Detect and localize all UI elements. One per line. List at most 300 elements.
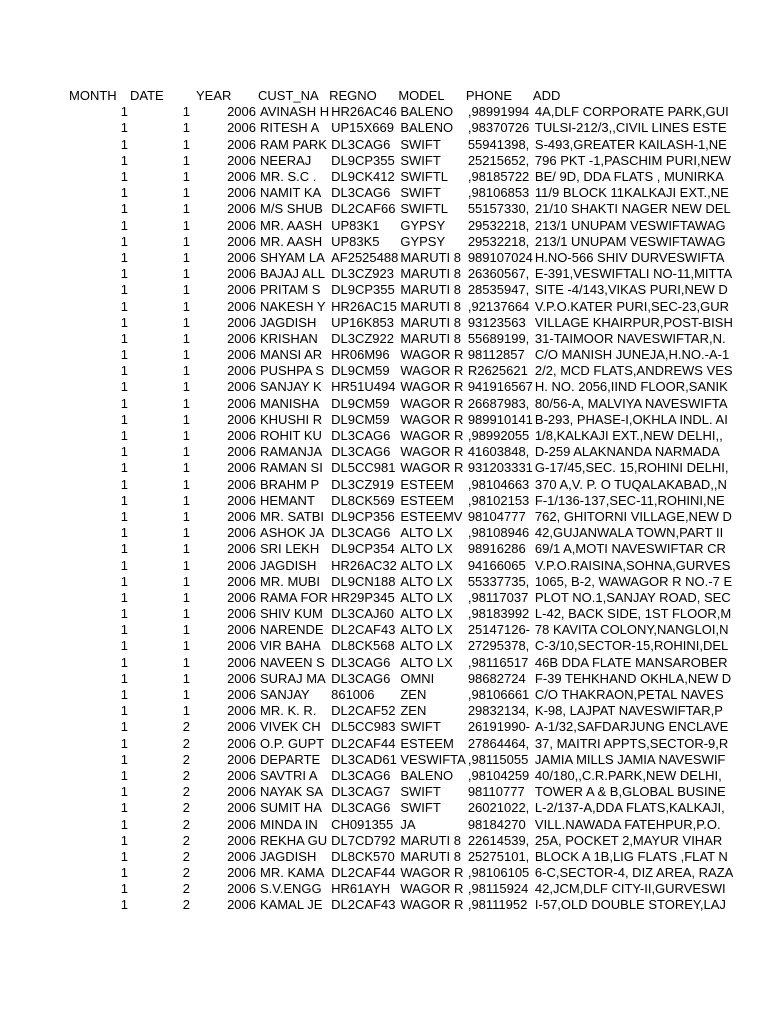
table-row (0, 800, 733, 816)
cell-year: 2006 (227, 330, 256, 346)
cell-model: MARUTI 8 (400, 330, 462, 346)
cell-model: MARUTI 8 (400, 249, 462, 265)
cell-year: 2006 (227, 865, 256, 881)
cell-month: 1 (120, 395, 128, 411)
table-row (0, 687, 733, 703)
cell-cust-name: JAGDISH (260, 557, 317, 573)
cell-date: 1 (182, 606, 190, 622)
cell-cust-name: SHIV KUM (260, 606, 323, 622)
cell-cust-name: JAGDISH (260, 848, 317, 864)
cell-model: MARUTI 8 (400, 848, 462, 864)
cell-month: 1 (120, 832, 128, 848)
cell-date: 1 (182, 282, 190, 298)
cell-address: 42,GUJANWALA TOWN,PART II (534, 525, 724, 541)
cell-model: WAGOR R (400, 395, 464, 411)
cell-phone: 41603848, (467, 444, 530, 460)
cell-regno: UP83K1 (331, 217, 380, 233)
cell-date: 2 (182, 735, 190, 751)
cell-year: 2006 (227, 800, 256, 816)
cell-phone: ,98102153 (467, 492, 530, 508)
cell-cust-name: BRAHM P (260, 476, 320, 492)
cell-address: TULSI-212/3,,CIVIL LINES ESTE (534, 120, 727, 136)
table-row (0, 493, 733, 509)
cell-month: 1 (120, 881, 128, 897)
cell-year: 2006 (227, 363, 256, 379)
cell-year: 2006 (227, 525, 256, 541)
cell-address: 1065, B-2, WAWAGOR R NO.-7 E (534, 573, 733, 589)
cell-phone: 29532218, (467, 233, 530, 249)
cell-month: 1 (120, 314, 128, 330)
cell-phone: R2625621 (467, 363, 528, 379)
cell-address: F-39 TEHKHAND OKHLA,NEW D (534, 670, 732, 686)
cell-month: 1 (120, 784, 128, 800)
table-row (0, 509, 733, 525)
cell-month: 1 (120, 444, 128, 460)
cell-cust-name: KRISHAN (260, 330, 318, 346)
cell-regno: HR29P345 (331, 589, 395, 605)
table-row (0, 104, 733, 120)
cell-regno: DL3CAG6 (331, 670, 391, 686)
header-phone: PHONE (465, 88, 513, 104)
cell-phone: ,98185722 (467, 169, 530, 185)
cell-year: 2006 (227, 428, 256, 444)
cell-phone: 55337735, (467, 573, 530, 589)
cell-regno: HR51U494 (331, 379, 396, 395)
cell-month: 1 (120, 816, 128, 832)
cell-phone: ,98108946 (467, 525, 530, 541)
cell-regno: 861006 (331, 687, 375, 703)
cell-date: 1 (182, 638, 190, 654)
cell-model: ALTO LX (400, 541, 453, 557)
cell-month: 1 (120, 557, 128, 573)
cell-address: 80/56-A, MALVIYA NAVESWIFTA (534, 395, 728, 411)
cell-date: 1 (182, 120, 190, 136)
table-row (0, 638, 733, 654)
table-row (0, 477, 733, 493)
table-row (0, 525, 733, 541)
cell-regno: DL2CAF43 (331, 622, 396, 638)
cell-year: 2006 (227, 881, 256, 897)
cell-month: 1 (120, 670, 128, 686)
cell-cust-name: SANJAY (260, 687, 310, 703)
table-row (0, 703, 733, 719)
table-row (0, 849, 733, 865)
cell-regno: DL2CAF44 (331, 735, 396, 751)
cell-regno: DL3CAG7 (331, 784, 391, 800)
cell-model: ALTO LX (400, 622, 453, 638)
cell-address: H.NO-566 SHIV DURVESWIFTA (534, 249, 725, 265)
cell-year: 2006 (227, 104, 256, 120)
table-row (0, 881, 733, 897)
cell-date: 2 (182, 800, 190, 816)
header-model: MODEL (398, 88, 445, 104)
cell-cust-name: NAYAK SA (260, 784, 324, 800)
cell-month: 1 (120, 363, 128, 379)
cell-date: 1 (182, 411, 190, 427)
cell-address: 213/1 UNUPAM VESWIFTAWAG (534, 217, 726, 233)
cell-date: 1 (182, 395, 190, 411)
cell-address: 42,JCM,DLF CITY-II,GURVESWI (534, 881, 726, 897)
cell-model: WAGOR R (400, 379, 464, 395)
cell-year: 2006 (227, 136, 256, 152)
cell-year: 2006 (227, 201, 256, 217)
cell-date: 1 (182, 687, 190, 703)
cell-year: 2006 (227, 508, 256, 524)
cell-month: 1 (120, 120, 128, 136)
table-row (0, 120, 733, 136)
cell-cust-name: MR. AASH (260, 217, 323, 233)
cell-model: SWIFT (400, 152, 441, 168)
cell-model: MARUTI 8 (400, 266, 462, 282)
table-row (0, 412, 733, 428)
cell-address: G-17/45,SEC. 15,ROHINI DELHI, (534, 460, 729, 476)
cell-address: 6-C,SECTOR-4, DIZ AREA, RAZA (534, 865, 734, 881)
cell-address: VILLAGE KHAIRPUR,POST-BISH (534, 314, 733, 330)
table-row (0, 266, 733, 282)
cell-phone: ,98183992 (467, 606, 530, 622)
cell-regno: HR06M96 (331, 347, 390, 363)
cell-cust-name: RAM PARK (260, 136, 327, 152)
cell-address: C-3/10,SECTOR-15,ROHINI,DEL (534, 638, 729, 654)
cell-regno: UP83K5 (331, 233, 380, 249)
cell-model: WAGOR R (400, 460, 464, 476)
cell-regno: DL3CAG6 (331, 654, 391, 670)
cell-year: 2006 (227, 314, 256, 330)
cell-regno: DL3CAG6 (331, 525, 391, 541)
cell-date: 1 (182, 314, 190, 330)
header-date: DATE (130, 88, 164, 104)
cell-month: 1 (120, 525, 128, 541)
cell-address: L-42, BACK SIDE, 1ST FLOOR,M (534, 606, 732, 622)
cell-regno: UP16K853 (331, 314, 394, 330)
cell-regno: DL8CK570 (331, 848, 395, 864)
cell-month: 1 (120, 719, 128, 735)
table-row (0, 671, 733, 687)
cell-date: 1 (182, 589, 190, 605)
table-row (0, 784, 733, 800)
table-row (0, 865, 733, 881)
table-row (0, 379, 733, 395)
cell-year: 2006 (227, 395, 256, 411)
cell-regno: DL3CAJ60 (331, 606, 394, 622)
cell-cust-name: S.V.ENGG (260, 881, 322, 897)
cell-month: 1 (120, 282, 128, 298)
cell-phone: 989910141 (467, 411, 533, 427)
cell-model: ZEN (400, 687, 427, 703)
cell-date: 1 (182, 185, 190, 201)
cell-address: H. NO. 2056,IIND FLOOR,SANIK (534, 379, 728, 395)
cell-regno: HR26AC46 (331, 104, 397, 120)
cell-phone: 29532218, (467, 217, 530, 233)
cell-model: ESTEEM (400, 492, 454, 508)
cell-year: 2006 (227, 767, 256, 783)
table-row (0, 574, 733, 590)
cell-regno: DL2CAF44 (331, 865, 396, 881)
table-row (0, 201, 733, 217)
cell-address: C/O THAKRAON,PETAL NAVES (534, 687, 724, 703)
cell-address: 11/9 BLOCK 11KALKAJI EXT.,NE (534, 185, 729, 201)
cell-phone: 29832134, (467, 703, 530, 719)
cell-month: 1 (120, 347, 128, 363)
cell-address: 69/1 A,MOTI NAVESWIFTAR CR (534, 541, 726, 557)
cell-month: 1 (120, 411, 128, 427)
cell-cust-name: NAKESH Y (260, 298, 326, 314)
cell-phone: ,98116517 (467, 654, 529, 670)
cell-date: 2 (182, 719, 190, 735)
cell-month: 1 (120, 622, 128, 638)
cell-year: 2006 (227, 897, 256, 913)
cell-cust-name: RAMANJA (260, 444, 323, 460)
cell-date: 1 (182, 654, 190, 670)
cell-month: 1 (120, 897, 128, 913)
cell-regno: DL5CC981 (331, 460, 396, 476)
cell-date: 2 (182, 751, 190, 767)
cell-date: 1 (182, 444, 190, 460)
cell-month: 1 (120, 460, 128, 476)
cell-model: ALTO LX (400, 589, 453, 605)
cell-model: SWIFT (400, 800, 441, 816)
cell-cust-name: SHYAM LA (260, 249, 325, 265)
cell-regno: DL3CZ923 (331, 266, 394, 282)
cell-address: 25A, POCKET 2,MAYUR VIHAR (534, 832, 723, 848)
cell-address: PLOT NO.1,SANJAY ROAD, SEC (534, 589, 731, 605)
cell-cust-name: PRITAM S (260, 282, 321, 298)
cell-address: 4A,DLF CORPORATE PARK,GUI (534, 104, 729, 120)
cell-regno: DL3CAG6 (331, 800, 391, 816)
cell-model: SWIFTL (400, 169, 449, 185)
cell-address: 2/2, MCD FLATS,ANDREWS VES (534, 363, 733, 379)
cell-year: 2006 (227, 848, 256, 864)
cell-cust-name: SANJAY K (260, 379, 322, 395)
cell-month: 1 (120, 298, 128, 314)
cell-month: 1 (120, 654, 128, 670)
table-row (0, 347, 733, 363)
cell-year: 2006 (227, 573, 256, 589)
cell-phone: 26687983, (467, 395, 530, 411)
table-row (0, 833, 733, 849)
cell-cust-name: MANSI AR (260, 347, 323, 363)
cell-regno: DL3CAG6 (331, 428, 391, 444)
cell-address: S-493,GREATER KAILASH-1,NE (534, 136, 727, 152)
header-cust-name: CUST_NA (258, 88, 319, 104)
cell-year: 2006 (227, 249, 256, 265)
cell-model: SWIFT (400, 185, 441, 201)
cell-address: 796 PKT -1,PASCHIM PURI,NEW (534, 152, 731, 168)
cell-model: BALENO (400, 104, 454, 120)
cell-regno: DL9CM59 (331, 411, 390, 427)
cell-date: 2 (182, 816, 190, 832)
cell-date: 2 (182, 881, 190, 897)
cell-phone: 26021022, (467, 800, 530, 816)
cell-phone: ,98992055 (467, 428, 530, 444)
table-row (0, 185, 733, 201)
cell-regno: DL9CN188 (331, 573, 396, 589)
table-row (0, 331, 733, 347)
cell-cust-name: VIR BAHA (260, 638, 321, 654)
table-row (0, 444, 733, 460)
cell-cust-name: M/S SHUB (260, 201, 323, 217)
cell-date: 2 (182, 832, 190, 848)
cell-phone: 941916567 (467, 379, 533, 395)
cell-date: 1 (182, 330, 190, 346)
cell-regno: AF2525488 (331, 249, 399, 265)
cell-phone: 98104777 (467, 508, 526, 524)
cell-year: 2006 (227, 120, 256, 136)
cell-year: 2006 (227, 589, 256, 605)
cell-date: 1 (182, 476, 190, 492)
cell-cust-name: RAMAN SI (260, 460, 323, 476)
cell-year: 2006 (227, 606, 256, 622)
table-row (0, 218, 733, 234)
cell-date: 1 (182, 136, 190, 152)
cell-date: 1 (182, 379, 190, 395)
cell-cust-name: NAMIT KA (260, 185, 322, 201)
cell-regno: DL9CP356 (331, 508, 395, 524)
cell-cust-name: O.P. GUPT (260, 735, 325, 751)
cell-regno: DL3CAD61 (331, 751, 397, 767)
cell-model: ALTO LX (400, 573, 453, 589)
cell-cust-name: MANISHA (260, 395, 320, 411)
cell-phone: 98916286 (467, 541, 526, 557)
cell-year: 2006 (227, 687, 256, 703)
cell-regno: DL9CK412 (331, 169, 395, 185)
cell-regno: DL5CC983 (331, 719, 396, 735)
cell-regno: HR26AC15 (331, 298, 397, 314)
cell-cust-name: HEMANT (260, 492, 315, 508)
cell-address: 370 A,V. P. O TUQALAKABAD,,N (534, 476, 727, 492)
cell-address: VILL.NAWADA FATEHPUR,P.O. (534, 816, 721, 832)
cell-month: 1 (120, 185, 128, 201)
header-month: MONTH (69, 88, 117, 104)
cell-phone: 98682724 (467, 670, 526, 686)
table-row (0, 315, 733, 331)
table-row (0, 590, 733, 606)
cell-year: 2006 (227, 411, 256, 427)
cell-model: MARUTI 8 (400, 282, 462, 298)
cell-year: 2006 (227, 784, 256, 800)
cell-year: 2006 (227, 152, 256, 168)
cell-regno: DL9CM59 (331, 363, 390, 379)
cell-regno: DL9CP355 (331, 282, 395, 298)
cell-cust-name: MR. K. R. (260, 703, 317, 719)
cell-model: WAGOR R (400, 428, 464, 444)
cell-cust-name: MR. S.C . (260, 169, 317, 185)
cell-month: 1 (120, 201, 128, 217)
cell-month: 1 (120, 865, 128, 881)
cell-address: 213/1 UNUPAM VESWIFTAWAG (534, 233, 726, 249)
cell-address: 40/180,,C.R.PARK,NEW DELHI, (534, 767, 722, 783)
table-row (0, 897, 733, 913)
cell-address: 762, GHITORNI VILLAGE,NEW D (534, 508, 732, 524)
cell-year: 2006 (227, 169, 256, 185)
cell-model: JA (400, 816, 416, 832)
cell-phone: ,98104259 (467, 767, 530, 783)
cell-year: 2006 (227, 444, 256, 460)
cell-model: ALTO LX (400, 557, 453, 573)
cell-month: 1 (120, 638, 128, 654)
cell-cust-name: JAGDISH (260, 314, 317, 330)
cell-model: ALTO LX (400, 525, 453, 541)
cell-cust-name: MINDA IN (260, 816, 318, 832)
cell-phone: ,98115055 (467, 751, 529, 767)
cell-month: 1 (120, 330, 128, 346)
cell-date: 1 (182, 525, 190, 541)
cell-date: 2 (182, 865, 190, 881)
cell-phone: 55941398, (467, 136, 530, 152)
cell-date: 1 (182, 233, 190, 249)
cell-date: 1 (182, 217, 190, 233)
cell-regno: DL3CAG6 (331, 767, 391, 783)
cell-date: 1 (182, 460, 190, 476)
cell-cust-name: KHUSHI R (260, 411, 323, 427)
cell-month: 1 (120, 606, 128, 622)
cell-address: BLOCK A 1B,LIG FLATS ,FLAT N (534, 848, 728, 864)
cell-address: L-2/137-A,DDA FLATS,KALKAJI, (534, 800, 725, 816)
cell-date: 1 (182, 169, 190, 185)
cell-date: 1 (182, 703, 190, 719)
cell-cust-name: VIVEK CH (260, 719, 321, 735)
cell-date: 1 (182, 428, 190, 444)
cell-year: 2006 (227, 476, 256, 492)
cell-year: 2006 (227, 233, 256, 249)
cell-month: 1 (120, 169, 128, 185)
cell-regno: DL9CP354 (331, 541, 395, 557)
cell-regno: DL8CK568 (331, 638, 395, 654)
cell-month: 1 (120, 249, 128, 265)
cell-phone: ,98106105 (467, 865, 530, 881)
cell-address: C/O MANISH JUNEJA,H.NO.-A-1 (534, 347, 730, 363)
cell-address: K-98, LAJPAT NAVESWIFTAR,P (534, 703, 723, 719)
cell-regno: DL3CAG6 (331, 444, 391, 460)
table-row (0, 460, 733, 476)
cell-model: ESTEEM (400, 735, 454, 751)
cell-address: 78 KAVITA COLONY,NANGLOI,N (534, 622, 729, 638)
cell-address: SITE -4/143,VIKAS PURI,NEW D (534, 282, 728, 298)
cell-month: 1 (120, 800, 128, 816)
cell-date: 1 (182, 508, 190, 524)
cell-year: 2006 (227, 282, 256, 298)
cell-model: OMNI (400, 670, 435, 686)
cell-month: 1 (120, 152, 128, 168)
cell-date: 1 (182, 201, 190, 217)
cell-date: 1 (182, 363, 190, 379)
cell-month: 1 (120, 508, 128, 524)
table-row (0, 428, 733, 444)
cell-phone: 25215652, (467, 152, 530, 168)
cell-model: ESTEEMV (400, 508, 463, 524)
cell-cust-name: MR. SATBI (260, 508, 325, 524)
cell-month: 1 (120, 751, 128, 767)
cell-phone: 26360567, (467, 266, 530, 282)
customer-table (0, 88, 733, 914)
cell-phone: 93123563 (467, 314, 526, 330)
cell-regno: DL3CAG6 (331, 136, 391, 152)
cell-model: MARUTI 8 (400, 298, 462, 314)
cell-month: 1 (120, 266, 128, 282)
cell-address: 1/8,KALKAJI EXT.,NEW DELHI,, (534, 428, 723, 444)
cell-month: 1 (120, 703, 128, 719)
cell-cust-name: RITESH A (260, 120, 320, 136)
cell-month: 1 (120, 735, 128, 751)
cell-regno: DL3CZ922 (331, 330, 394, 346)
cell-address: I-57,OLD DOUBLE STOREY,LAJ (534, 897, 726, 913)
table-row (0, 363, 733, 379)
cell-date: 1 (182, 152, 190, 168)
cell-year: 2006 (227, 832, 256, 848)
cell-year: 2006 (227, 347, 256, 363)
cell-date: 2 (182, 784, 190, 800)
cell-phone: 26191990- (467, 719, 530, 735)
